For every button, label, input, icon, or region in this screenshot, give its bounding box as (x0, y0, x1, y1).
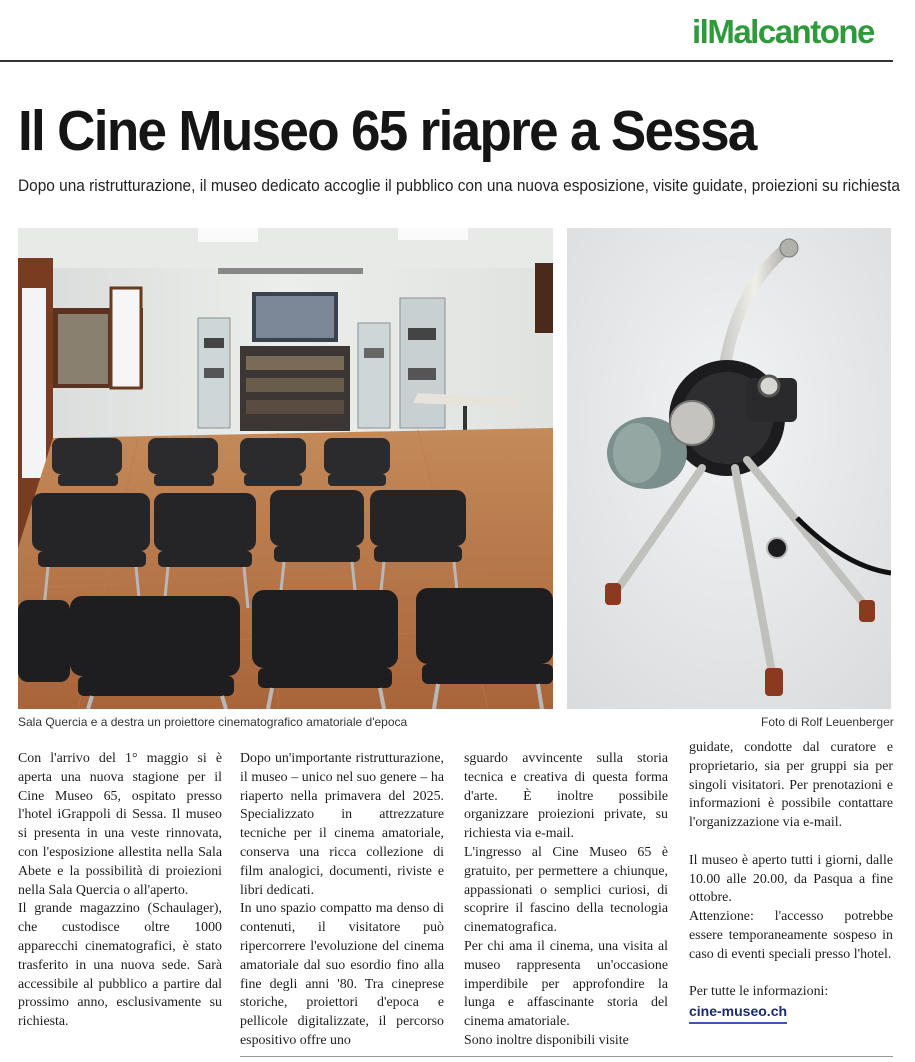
paragraph: Con l'arrivo del 1° maggio si è aperta una nuova stagione per il Cine Museo 65, ospitato presso l'hotel iGrappoli di Sessa. Il museo si presenta in una veste rinnovata, con l'esposizione allestita nella Sala Abete e la possibilità di proiezioni nella Sala Quercia o all'aperto. (18, 751, 222, 898)
photo-vintage-projector (567, 228, 891, 709)
paragraph: Attenzione: l'accesso potrebbe essere temporaneamente sospeso in caso di eventi speciali presso l'hotel. (689, 909, 893, 962)
masthead-prefix: il (692, 13, 708, 50)
paragraph: In uno spazio compatto ma denso di contenuti, il visitatore può ripercorrere l'evoluzione del cinema amatoriale dal suo esordio fino alla fine degli anni '80. Tra cineprese storiche, proiettori d'epoca e pellicole digitalizzate, il percorso espositivo offre uno (240, 901, 444, 1048)
article-column-2 (240, 750, 444, 1051)
masthead-logo (692, 12, 874, 52)
paragraph-gap (689, 965, 893, 984)
article-column-4 (689, 739, 893, 1024)
photo-credit: Foto di Rolf Leuenberger (761, 715, 894, 729)
article-headline: Il Cine Museo 65 riapre a Sessa (18, 99, 756, 163)
paragraph: Sono inoltre disponibili visite (464, 1032, 629, 1048)
paragraph: Il museo è aperto tutti i giorni, dalle 10.00 alle 20.00, da Pasqua a fine ottobre. (689, 852, 893, 906)
photo-sala-quercia (18, 228, 553, 709)
masthead-name: Malcantone (707, 13, 874, 50)
article-subheadline: Dopo una ristrutturazione, il museo dedicato accoglie il pubblico con una nuova esposizione, visite guidate, proiezioni su richiesta (18, 176, 900, 195)
paragraph: Per tutte le informazioni: (689, 984, 829, 1000)
paragraph: sguardo avvincente sulla storia tecnica e creativa di questa forma d'arte. È inoltre possibile organizzare proiezioni private, su richiesta via e-mail. (464, 751, 668, 842)
website-link[interactable]: cine-museo.ch (689, 1002, 787, 1024)
paragraph: guidate, condotte dal curatore e proprietario, sia per gruppi sia per singoli visitatori. Per prenotazioni e informazioni è possibile contattare l'organizzazione via e-mail. (689, 740, 893, 831)
paragraph: Dopo un'importante ristrutturazione, il museo – unico nel suo genere – ha riaperto nella primavera del 2025. Specializzato in attrezzature tecniche per il cinema amatoriale, conserva una ricca collezione di film analogici, documenti, riviste e libri dedicati. (240, 751, 444, 898)
article-column-1 (18, 750, 222, 1032)
paragraph: Il grande magazzino (Schaulager), che custodisce oltre 1000 apparecchi cinematografici, è stato trasferito in una nuova sede. Sarà accessibile al pubblico a partire dal prossimo anno, esclusivamente su richiesta. (18, 901, 222, 1030)
paragraph: L'ingresso al Cine Museo 65 è gratuito, per permettere a chiunque, appassionati o semplici curiosi, di scoprire il fascino della tecnologia cinematografica. (464, 844, 668, 936)
paragraph-gap (689, 833, 893, 852)
article-column-3 (464, 750, 668, 1051)
photo-caption-left: Sala Quercia e a destra un proiettore cinematografico amatoriale d'epoca (18, 715, 408, 729)
header-rule (0, 60, 893, 62)
footer-rule (240, 1056, 893, 1057)
paragraph: Per chi ama il cinema, una visita al museo rappresenta un'occasione imperdibile per approfondire la lunga e affascinante storia del cinema amatoriale. (464, 938, 668, 1030)
